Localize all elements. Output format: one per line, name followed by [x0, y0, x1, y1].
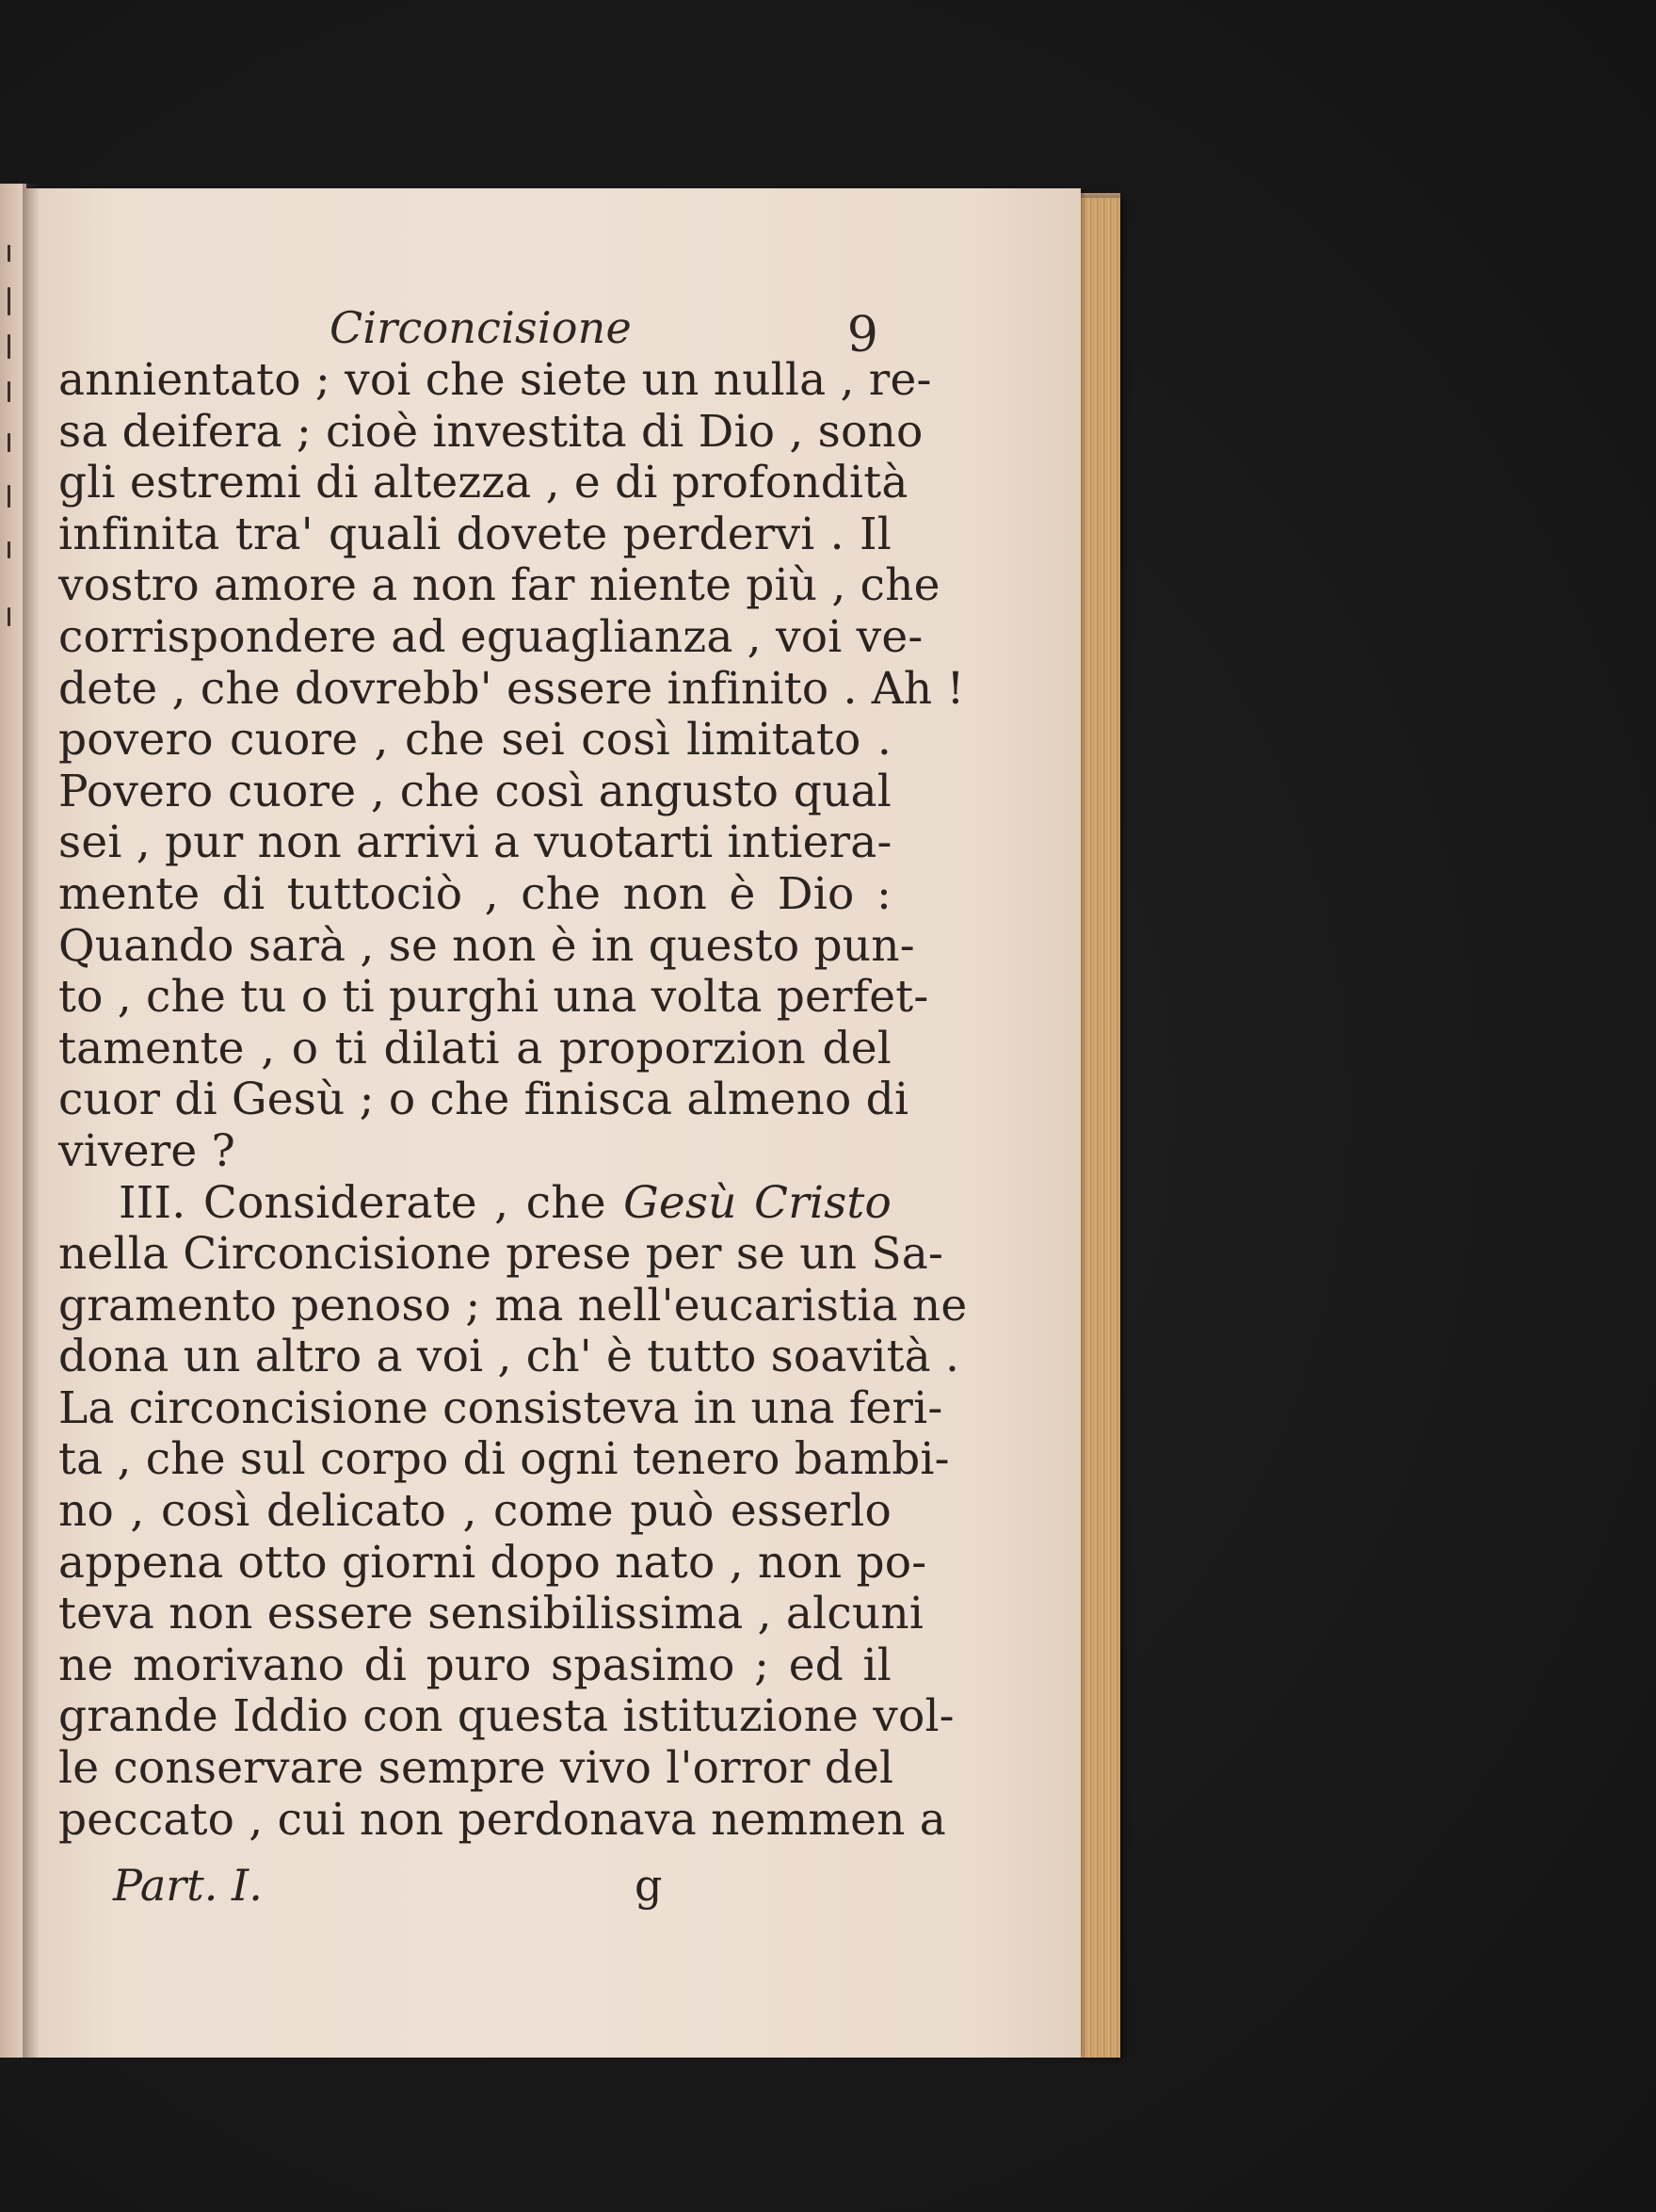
text-line: no , così delicato , come può esserlo: [58, 1485, 892, 1538]
text-line: ne morivano di puro spasimo ; ed il: [58, 1639, 892, 1691]
gutter-shadow: [23, 184, 40, 2058]
text-line: peccato , cui non perdonava nemmen a: [58, 1793, 946, 1846]
signature-mark: g: [635, 1860, 663, 1911]
body-text: [58, 354, 968, 1846]
text-line: ta , che sul corpo di ogni tenero bambi-: [58, 1433, 950, 1486]
text-line: Povero cuore , che così angusto qual: [58, 765, 892, 817]
running-title: Circoncisione: [330, 302, 632, 353]
text-line: appena otto giorni dopo nato , non po-: [58, 1536, 927, 1589]
text-line: Quando sarà , se non è in questo pun-: [58, 919, 915, 972]
text-line: grande Iddio con questa istituzione vol-: [58, 1690, 955, 1743]
text-line: mente di tuttociò , che non è Dio :: [58, 867, 892, 920]
text-line: infinita tra' quali dovete perdervi . Il: [58, 508, 892, 560]
text-line: dete , che dovrebb' essere infinito . Ah !: [58, 662, 965, 715]
text-line: to , che tu o ti purghi una volta perfet-: [58, 971, 929, 1024]
paragraph-three-first-line: [58, 1178, 892, 1230]
italic-phrase: Gesù Cristo: [623, 1176, 892, 1229]
page-number: 9: [846, 307, 878, 363]
page-footer: [58, 1860, 892, 1916]
text-line: vivere ?: [58, 1124, 235, 1177]
italic-line: nella Circoncisione prese per se un Sa-: [58, 1228, 944, 1281]
part-label: Part. I.: [113, 1860, 263, 1911]
italic-line: gramento penoso ; ma nell'eucaristia ne: [58, 1279, 968, 1332]
italic-line: dona un altro a voi , ch' è tutto soavità .: [58, 1331, 960, 1383]
text-line: sa deifera ; cioè investita di Dio , sono: [58, 405, 924, 458]
text-line: corrispondere ad eguaglianza , voi ve-: [58, 610, 924, 663]
text-line: vostro amore a non far niente più , che: [58, 559, 941, 612]
text-line: annientato ; voi che siete un nulla , re-: [58, 354, 932, 406]
facing-page-text-fragments: [2, 184, 24, 2058]
text-line: La circoncisione consisteva in una feri-: [58, 1381, 943, 1434]
paragraph-three-lead: III. Considerate , che: [119, 1176, 624, 1229]
text-line: tamente , o ti dilati a proporzion del: [58, 1022, 892, 1074]
text-line: povero cuore , che sei così limitato .: [58, 714, 892, 767]
text-line: sei , pur non arrivi a vuotarti intiera-: [58, 816, 892, 869]
text-line: gli estremi di altezza , e di profondità: [58, 457, 908, 509]
running-head: [58, 302, 892, 363]
text-line: le conservare sempre vivo l'orror del: [58, 1742, 894, 1795]
text-line: cuor di Gesù ; o che finisca almeno di: [58, 1074, 909, 1126]
text-line: teva non essere sensibilissima , alcuni: [58, 1588, 924, 1640]
